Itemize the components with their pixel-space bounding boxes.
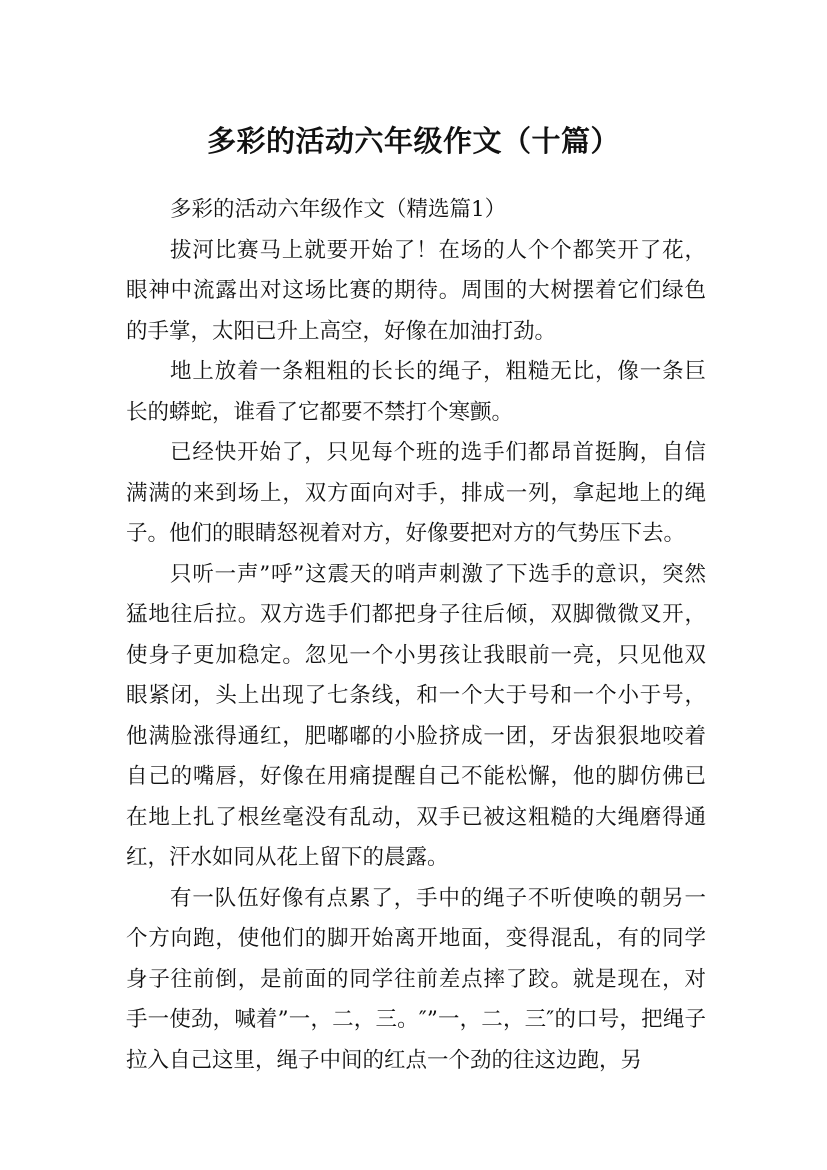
paragraph-5: 有一队伍好像有点累了，手中的绳子不听使唤的朝另一个方向跑，使他们的脚开始离开地面，变得混乱，有的同学身子往前倒，是前面的同学往前差点摔了跤。就是现在，对手一使劲，喊着”一，二，三。″”一，二，三″的口号，把绳子拉入自己这里，绳子中间的红点一个劲的往这边跑，另 — [126, 885, 706, 1073]
section-subtitle: 多彩的活动六年级作文（精选篇1） — [170, 197, 507, 222]
paragraph-2: 地上放着一条粗粗的长长的绳子，粗糙无比，像一条巨长的蟒蛇，谁看了它都要不禁打个寒颤。 — [126, 359, 706, 425]
paragraph-1: 拔河比赛马上就要开始了！在场的人个个都笑开了花，眼神中流露出对这场比赛的期待。周围的大树摆着它们绿色的手掌，太阳已升上高空，好像在加油打劲。 — [126, 237, 706, 344]
paragraph-4: 只听一声”呼”这震天的哨声刺激了下选手的意识，突然猛地往后拉。双方选手们都把身子往后倾，双脚微微叉开，使身子更加稳定。忽见一个小男孩让我眼前一亮，只见他双眼紧闭，头上出现了七条线，和一个大于号和一个小于号，他满脸涨得通红，肥嘟嘟的小脸挤成一团，牙齿狠狠地咬着自己的嘴唇，好像在用痛提醒自己不能松懈，他的脚仿佛已在地上扎了根丝毫没有乱动，双手已被这粗糙的大绳磨得通红，汗水如同从花上留下的晨露。 — [126, 561, 706, 870]
document-body — [126, 190, 706, 1081]
document-title: 多彩的活动六年级作文（十篇） — [206, 124, 620, 159]
paragraph-3: 已经快开始了，只见每个班的选手们都昂首挺胸，自信满满的来到场上，双方面向对手，排成一列，拿起地上的绳子。他们的眼睛怒视着对方，好像要把对方的气势压下去。 — [126, 440, 706, 546]
